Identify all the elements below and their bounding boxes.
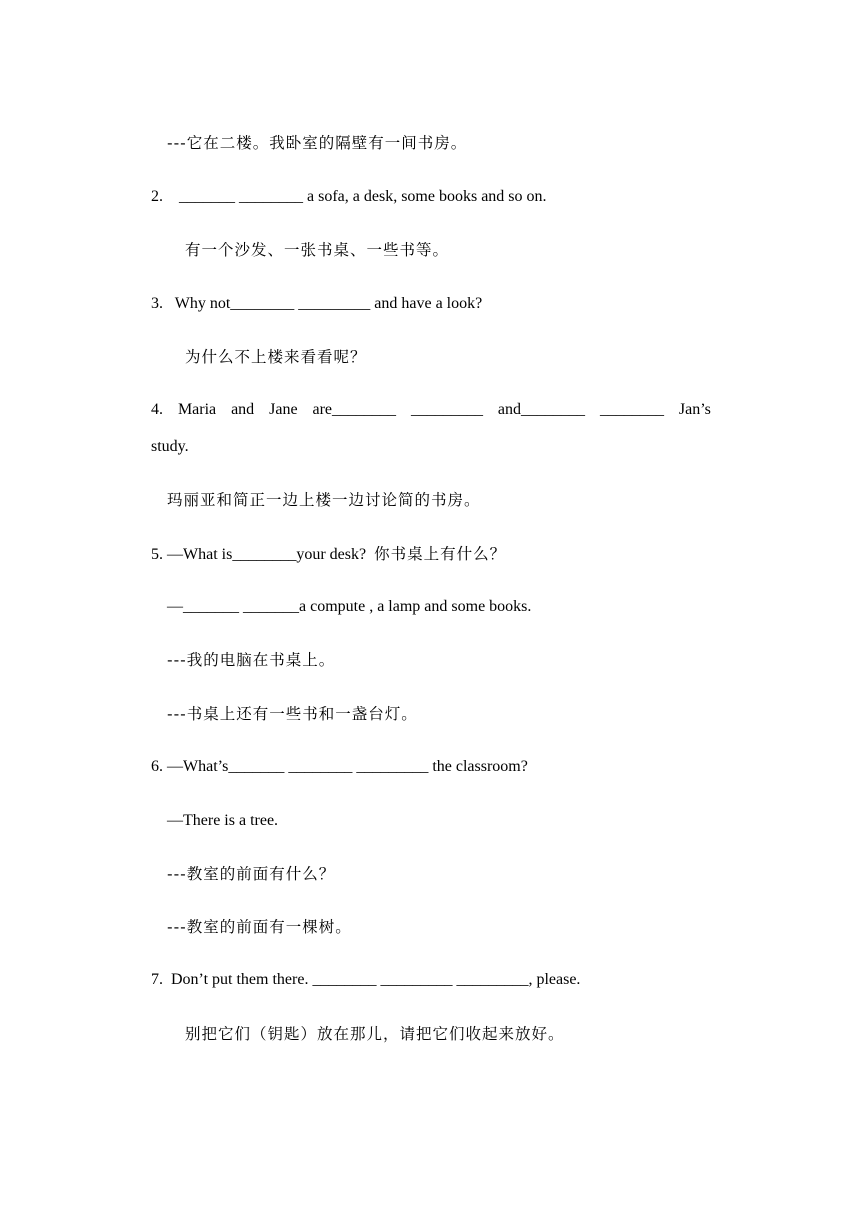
answer-5: —_______ _______a compute , a lamp and some books. [167, 598, 532, 615]
translation-5b: ---书桌上还有一些书和一盏台灯。 [167, 705, 418, 723]
q4-part: Jane [269, 401, 298, 418]
translation-2: 有一个沙发、一张书桌、一些书等。 [185, 241, 450, 259]
question-2: 2. _______ ________ a sofa, a desk, some books and so on. [151, 188, 547, 205]
question-3: 3. Why not________ _________ and have a look? [151, 295, 483, 312]
q4-part: ________ [599, 401, 664, 418]
translation-4: 玛丽亚和简正一边上楼一边讨论简的书房。 [167, 491, 481, 509]
translation-3: 为什么不上楼来看看呢？ [185, 348, 367, 366]
question-4-continued: study. [151, 438, 189, 455]
question-4 [151, 400, 711, 420]
translation-7: 别把它们（钥匙）放在那儿，请把它们收起来放好。 [185, 1025, 565, 1043]
question-5-english: 5. —What is________your desk? [151, 546, 367, 563]
question-7: 7. Don’t put them there. ________ _________ _________, please. [151, 971, 581, 988]
q4-part: and [231, 401, 255, 418]
translation-5a: ---我的电脑在书桌上。 [167, 651, 336, 669]
question-5-chinese: 你书桌上有什么？ [374, 545, 507, 563]
q4-part: and________ [497, 401, 586, 418]
question-5 [151, 544, 506, 565]
answer-6: —There is a tree. [167, 812, 279, 829]
q4-part: are________ [312, 401, 397, 418]
translation-6b: ---教室的前面有一棵树。 [167, 918, 352, 936]
translation-6a: ---教室的前面有什么？ [167, 865, 336, 883]
question-6: 6. —What’s_______ ________ _________ the classroom? [151, 758, 528, 775]
q4-part: Jan’s [678, 401, 711, 418]
q4-part: _________ [410, 401, 483, 418]
q4-part: 4. [151, 401, 163, 418]
answer-line-location: ---它在二楼。我卧室的隔壁有一间书房。 [167, 134, 468, 152]
q4-part: Maria [177, 401, 217, 418]
